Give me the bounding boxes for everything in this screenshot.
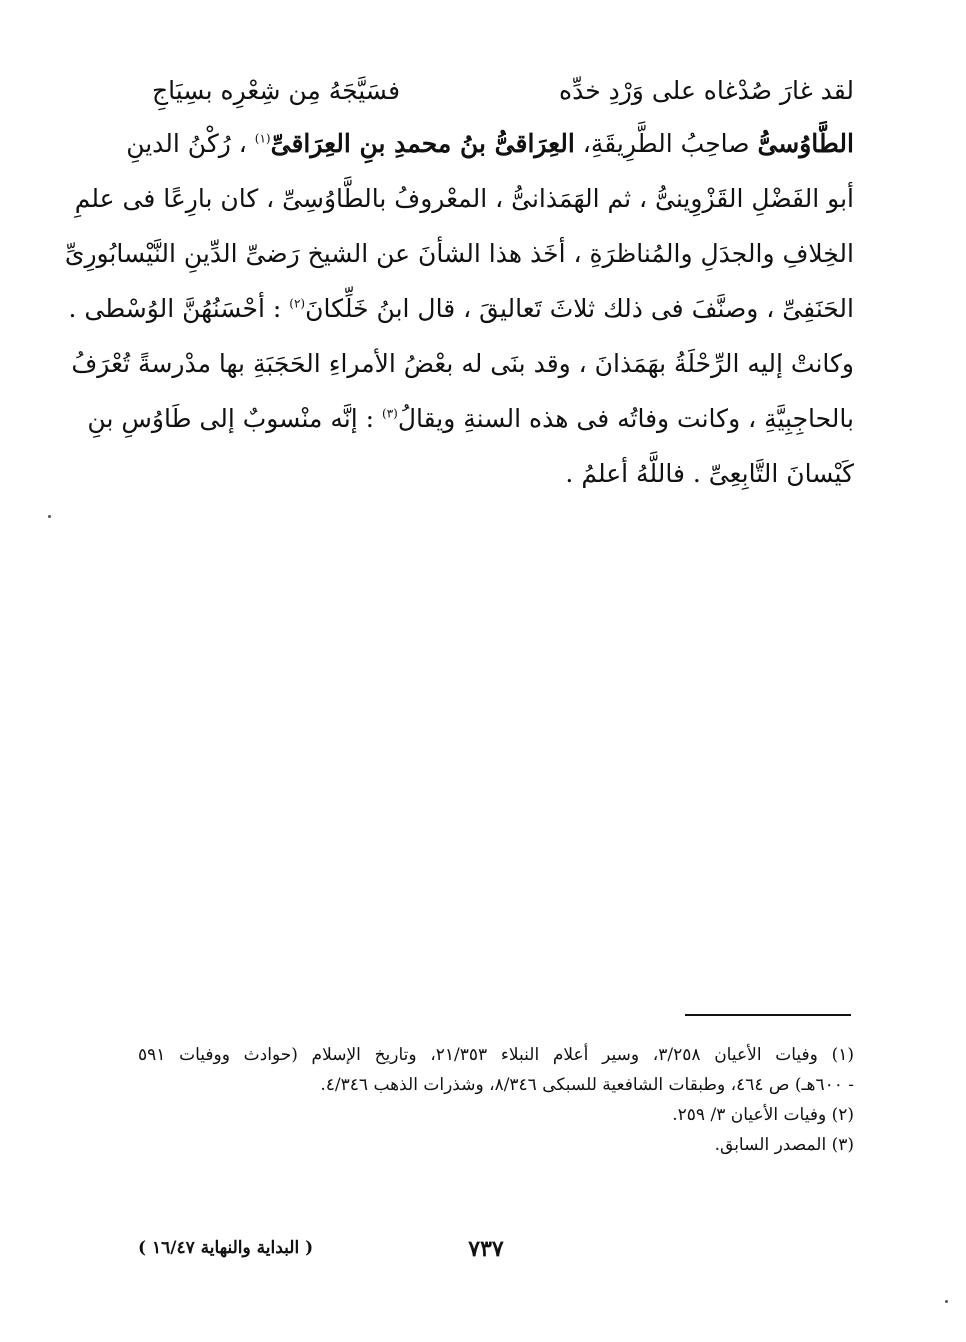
footnote-2: (٢) وفيات الأعيان ٣/ ٢٥٩. [672, 1105, 854, 1125]
footnote-3: (٣) المصدر السابق. [714, 1135, 854, 1155]
main-text [64, 66, 854, 501]
text-line-3: أبو الفَضْلِ القَزْوِينىُّ ، ثم الهَمَذانىُّ ، المعْروفُ بالطَّاوُسِىِّ ، كان بارِعًا فى علمِ [74, 184, 854, 213]
page-number: ٧٣٧ [468, 1236, 504, 1262]
footnotes [138, 1040, 854, 1160]
text-line-8: كَيْسانَ التَّابِعِىِّ . فاللَّهُ أعلمُ . [565, 459, 854, 488]
footnote-ref-2[interactable]: (٢) [289, 296, 306, 311]
text-span: : أحْسَنُهُنَّ الوُسْطى . [68, 294, 290, 323]
text-span: : إنَّه منْسوبٌ إلى طَاوُسِ بنِ [87, 404, 383, 433]
text-line-6: وكانتْ إليه الرِّحْلَةُ بهَمَذانَ ، وقد بنَى له بعْضُ الأمراءِ الحَجَبَةِ بها مدْرسةً تُعْرَفُ [71, 349, 854, 378]
footnote-ref-1[interactable]: (١) [254, 131, 271, 146]
scan-speck [48, 515, 51, 518]
footnote-1-line-2: - ٦٠٠هـ) ص ٤٦٤، وطبقات الشافعية للسبكى ٨/٣٤٦، وشذرات الذهب ٤/٣٤٦. [320, 1075, 854, 1095]
poetry-verse [138, 66, 854, 116]
nisba-bold: الطَّاوُسىُّ [757, 129, 854, 158]
footnote-1-line-1: (١) وفيات الأعيان ٣/٢٥٨، وسير أعلام النبلاء ٢١/٣٥٣، وتاريخ الإسلام (حوادث ووفيات ٥٩١ [138, 1045, 854, 1065]
footnote-divider [685, 1014, 851, 1016]
text-line-5 [68, 281, 854, 336]
text-line-2 [126, 116, 854, 171]
text-span: صاحِبُ الطَّرِيقَةِ، [574, 129, 758, 158]
running-footer: ( البداية والنهاية ١٦/٤٧ ) [138, 1238, 314, 1258]
text-line-7 [87, 391, 854, 446]
footnote-ref-3[interactable]: (٣) [382, 406, 398, 421]
text-span: بالحاجِبِيَّةِ ، وكانت وفاتُه فى هذه السنةِ ويقالُ [397, 404, 854, 433]
text-span: ، رُكْنُ الدينِ [126, 129, 255, 158]
text-line-4: الخِلافِ والجدَلِ والمُناظرَةِ ، أخَذ هذا الشأنَ عن الشيخ رَضىِّ الدِّينِ النَّيْسابُورِىِّ [64, 239, 854, 268]
verse-hemistich-2: فسَيَّجَهُ مِن شِعْرِه بسِيَاجِ [152, 76, 401, 105]
text-span: الحَنَفِىِّ ، وصنَّفَ فى ذلك ثلاثَ تَعاليقَ ، قال ابنُ خَلِّكانَ [305, 294, 854, 323]
scan-speck [945, 1300, 948, 1303]
verse-hemistich-1: لقد غارَ صُدْغاه على وَرْدِ خدِّه [558, 76, 854, 105]
biography-name: العِرَاقىُّ بنُ محمدِ بنِ العِرَاقىِّ [270, 129, 575, 158]
